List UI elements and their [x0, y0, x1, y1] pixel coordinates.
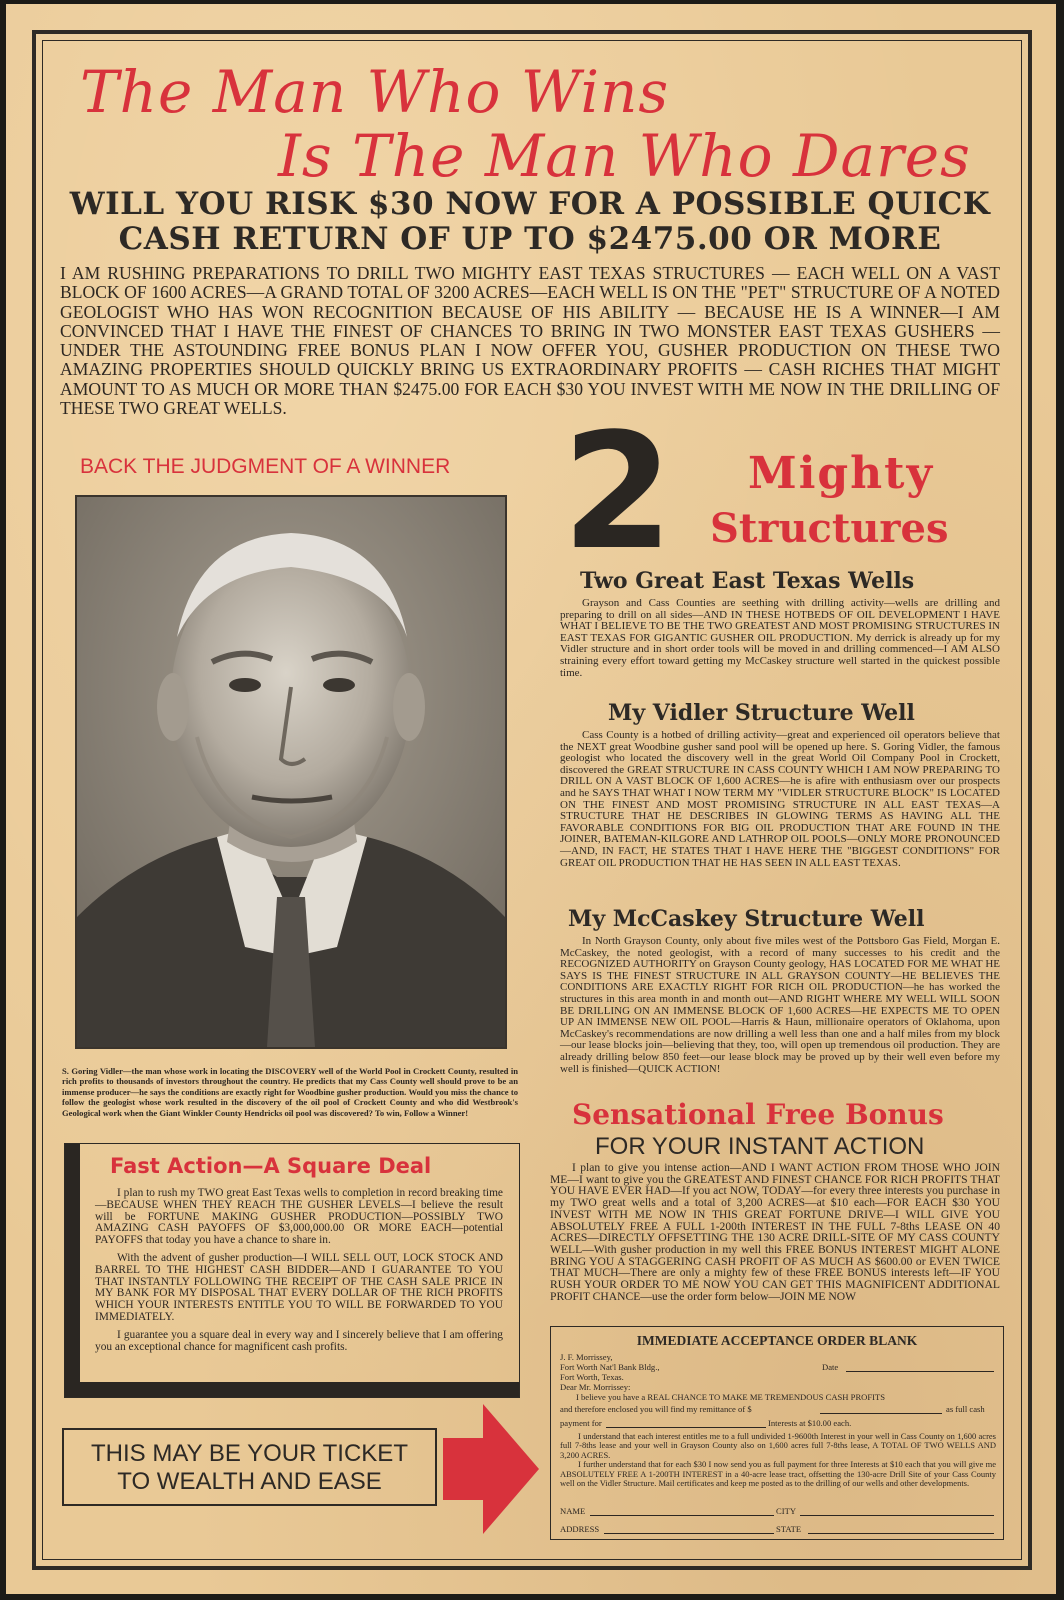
- section-text-vidler: [560, 730, 1000, 869]
- fast-action-paragraph: With the advent of gusher production—I WILL SELL OUT, LOCK STOCK AND BARREL TO THE HIGHEST CASH BIDDER—AND I GUARANTEE TO YOU THAT INSTANTLY FOLLOWING THE RECEIPT OF THE CASH SALE PRICE IN MY BANK FOR MY DISPOSAL THAT EVERY DOLLAR OF THE RICH PROFITS WHICH YOUR INTERESTS ENTITLE YOU TO WILL BE FORWARDED TO YOU IMMEDIATELY.: [95, 1251, 503, 1323]
- lead-paragraph: I AM RUSHING PREPARATIONS TO DRILL TWO MIGHTY EAST TEXAS STRUCTURES — EACH WELL ON A VAST BLOCK OF 1600 ACRES—A GRAND TOTAL OF 3200 ACRES—EACH WELL IS ON THE "PET" STRUCTURE OF A NOTED GEOLOGIST WHO HAS WON RECOGNITION BECAUSE OF HIS ABILITY — BECAUSE HE IS A WINNER—I AM CONVINCED THAT I HAVE THE FINEST OF CHANCES TO BRING IN TWO MONSTER EAST TEXAS GUSHERS — UNDER THE ASTOUNDING FREE BONUS PLAN I NOW OFFER YOU, GUSHER PRODUCTION ON THESE TWO AMAZING PROPERTIES SHOULD QUICKLY BRING US EXTRAORDINARY PROFITS — CASH RICHES THAT MIGHT AMOUNT TO AS MUCH OR MORE THAN $2475.00 FOR EACH $30 YOU INVEST WITH ME NOW IN THE DRILLING OF THESE TWO GREAT WELLS.: [60, 263, 1000, 419]
- bonus-heading: Sensational Free Bonus: [572, 1098, 944, 1131]
- order-terms-paragraph: I understand that each interest entitles me to a full undivided 1-9600th Interest in your well in Cass County on 1,600 acres full 7-8ths lease and your well in Grayson County also on 1,600 acres full 7-8ths lease, A TOTAL OF TWO WELLS AND 3,200 ACRES.: [560, 1431, 996, 1460]
- city-label: CITY: [776, 1506, 797, 1516]
- arrow-right-icon: [443, 1404, 539, 1534]
- state-label: STATE: [776, 1524, 802, 1534]
- order-blank-title: IMMEDIATE ACCEPTANCE ORDER BLANK: [636, 1333, 918, 1348]
- interests-count-field[interactable]: [606, 1427, 766, 1428]
- addressee-line-3: Fort Worth, Texas.: [560, 1372, 624, 1382]
- structures-heading: Structures: [710, 505, 949, 552]
- order-terms-paragraph: I further understand that for each $30 I now send you as full payment for three Interests at $10 each that you will give me ABSOLUTELY FREE A 1-200TH INTEREST in a 40-acre lease tract, offsetting the 130-acre Drill Site of your Cass County well on the Vidler Structure. Mail certificates and keep me posted as to the drilling of our wells and other developments.: [560, 1459, 996, 1489]
- name-field[interactable]: [590, 1515, 774, 1516]
- addressee-line-2: Fort Worth Nat'l Bank Bldg.,: [560, 1362, 660, 1372]
- section-heading-vidler: My Vidler Structure Well: [608, 700, 915, 726]
- section-paragraph: Cass County is a hotbed of drilling activity—great and experienced oil operators believe that the NEXT great Woodbine gusher sand pool will be opened up here. S. Goring Vidler, the famous geologist who located the discovery well in the great World Oil Company Pool in Crockett, discovered the GREAT STRUCTURE IN CASS COUNTY WHICH I AM NOW PREPARING TO DRILL ON A VAST BLOCK OF 1,600 ACRES—he is afire with enthusiasm over our prospects and he SAYS THAT WHAT I NOW TERM MY "VIDLER STRUCTURE BLOCK" IS LOCATED ON THE FINEST AND MOST PROMISING STRUCTURE IN ALL EAST TEXAS—A STRUCTURE THAT HE DESCRIBES IN GLOWING TERMS AS HAVING ALL THE FAVORABLE CONDITIONS FOR BIG OIL PRODUCTION THAT ARE FOUND IN THE JOINER, BATEMAN-KILGORE AND LATHROP OIL POOLS—ONLY MORE PRONOUNCED—AND, IN FACT, HE STATES THAT I HAVE HERE THE "BIGGEST CONDITIONS" FOR GREAT OIL PRODUCTION THAT HE HAS SEEN IN ALL EAST TEXAS.: [560, 729, 1000, 869]
- subheadline-line-2: CASH RETURN OF UP TO $2475.00 OR MORE: [118, 221, 942, 257]
- fast-action-text: [95, 1188, 503, 1359]
- ticket-line-2: TO WEALTH AND EASE: [117, 1468, 382, 1495]
- ticket-line-1: THIS MAY BE YOUR TICKET: [91, 1440, 408, 1467]
- mighty-heading: Mighty: [748, 448, 935, 499]
- order-line-1: I believe you have a REAL CHANCE TO MAKE ME TREMENDOUS CASH PROFITS: [576, 1392, 886, 1402]
- remittance-field[interactable]: [820, 1413, 942, 1414]
- fast-action-heading: Fast Action—A Square Deal: [110, 1154, 432, 1178]
- photo-caption: S. Goring Vidler—the man whose work in locating the DISCOVERY well of the World Pool in Crockett County, resulted in rich profits to thousands of investors throughout the country. He predicts that my Cass County well should prove to be an immense producer—he says the conditions are exactly right for Woodbine gusher production. Would you miss the chance to follow the geologist whose work resulted in the discovery of the oil pool of Crockett County and who did Westbrook's Geological work when the Giant Winkler County Hendricks oil pool was discovered? To win, Follow a Winner!: [62, 1066, 518, 1118]
- order-line-2a: and therefore enclosed you will find my remittance of $: [560, 1404, 752, 1414]
- address-field[interactable]: [604, 1533, 774, 1534]
- section-paragraph: Grayson and Cass Counties are seething with drilling activity—wells are drilling and preparing to drill on all sides—AND IN THESE HOTBEDS OF OIL DEVELOPMENT I HAVE WHAT I BELIEVE TO BE THE TWO GREATEST AND MOST PROMISING STRUCTURES IN EAST TEXAS FOR GIGANTIC GUSHER OIL PRODUCTION. My derrick is already up for my Vidler structure and in short order tools will be moved in and drilling commenced—I AM ALSO straining every effort toward getting my McCaskey structure well started in the quickest possible time.: [560, 597, 1000, 679]
- portrait-photo: [75, 495, 507, 1049]
- order-line-2b: as full cash: [946, 1404, 985, 1414]
- ticket-box: [62, 1428, 437, 1506]
- date-label: Date: [822, 1362, 839, 1372]
- section-heading-mccaskey: My McCaskey Structure Well: [568, 906, 925, 932]
- bonus-text: [550, 1162, 1000, 1302]
- salutation: Dear Mr. Morrissey:: [560, 1382, 631, 1392]
- addressee-line-1: J. F. Morrissey,: [560, 1352, 613, 1362]
- subheadline-line-1: WILL YOU RISK $30 NOW FOR A POSSIBLE QUICK: [69, 186, 991, 222]
- fast-action-paragraph: I guarantee you a square deal in every way and I sincerely believe that I am offering you an exceptional chance for magnificent cash profits.: [95, 1328, 503, 1353]
- name-label: NAME: [560, 1506, 586, 1516]
- section-heading-two-great-wells: Two Great East Texas Wells: [580, 568, 915, 594]
- number-two: 2: [562, 398, 674, 585]
- headline-line-1: The Man Who Wins: [80, 58, 670, 126]
- date-field[interactable]: [846, 1371, 994, 1372]
- headline-line-2: Is The Man Who Dares: [278, 122, 971, 190]
- state-field[interactable]: [808, 1533, 994, 1534]
- section-text-mccaskey: [560, 936, 1000, 1075]
- city-field[interactable]: [800, 1515, 994, 1516]
- address-label: ADDRESS: [560, 1524, 600, 1534]
- bonus-subheading: FOR YOUR INSTANT ACTION: [595, 1133, 925, 1160]
- order-line-3b: Interests at $10.00 each.: [768, 1418, 852, 1428]
- fast-action-paragraph: I plan to rush my TWO great East Texas wells to completion in record breaking time—BECAUSE WHEN THEY REACH THE GUSHER LEVELS—I believe the result will be FORTUNE MAKING GUSHER PRODUCTION—POSSIBLY TWO AMAZING CASH PAYOFFS OF $3,000,000.00 OR MORE EACH—potential PAYOFFS that today you have a chance to share in.: [95, 1187, 503, 1247]
- portrait-photo-icon: [77, 497, 505, 1047]
- order-terms: [560, 1432, 996, 1488]
- bonus-paragraph: I plan to give you intense action—AND I WANT ACTION FROM THOSE WHO JOIN ME—I want to give you the GREATEST AND FINEST CHANCE FOR RICH PROFITS THAT YOU HAVE EVER HAD—If you act NOW, TODAY—for every three interests you purchase in my TWO great wells and a total of 3,200 ACRES—at $10 each—FOR EACH $30 YOU INVEST WITH ME NOW IN THIS GREAT FORTUNE DRIVE—I WILL GIVE YOU ABSOLUTELY FREE A FULL 1-200th INTEREST IN THE FULL 7-8ths LEASE ON 40 ACRES—DIRECTLY OFFSETTING THE 130 ACRE DRILL-SITE OF MY CASS COUNTY WELL—With gusher production in my well this FREE BONUS INTEREST MIGHT ALONE BRING YOU A STAGGERING CASH PROFIT OF AS MUCH AS $600.00 or EVEN TWICE THAT MUCH—There are only a mighty few of these FREE BONUS interests left—IF YOU RUSH YOUR ORDER TO ME NOW YOU CAN GET THIS MAGNIFICENT ADDITIONAL PROFIT CHANCE—use the order form below—JOIN ME NOW: [550, 1161, 1000, 1303]
- back-the-judgment-heading: BACK THE JUDGMENT OF A WINNER: [80, 455, 451, 478]
- order-line-3a: payment for: [560, 1418, 602, 1428]
- section-paragraph: In North Grayson County, only about five miles west of the Pottsboro Gas Field, Morgan E. McCaskey, the noted geologist, with a record of many successes to his credit and the RECOGNIZED AUTHORITY on Grayson County geology, HAS LOCATED FOR ME WHAT HE SAYS IS THE FINEST STRUCTURE IN ALL GRAYSON COUNTY—HE BELIEVES THE CONDITIONS ARE EXACTLY RIGHT FOR RICH OIL PRODUCTION—he has worked the structures in this area month in and month out—AND RIGHT WHERE MY WELL WILL SOON BE DRILLING ON AN IMMENSE BLOCK OF 1,600 ACRES—HE EXPECTS ME TO OPEN UP AN IMMENSE NEW OIL POOL—Harris & Haun, millionaire operators of Oklahoma, upon McCaskey's recommendations are now drilling a well less than one and a half miles from my block—our lease blocks join—believing that they, too, will open up tremendous oil production. They are already drilling below 850 feet—our lease block may be proved up by their well even before my well is finished—QUICK ACTION!: [560, 935, 1000, 1075]
- section-text-two-great-wells: [560, 598, 1000, 679]
